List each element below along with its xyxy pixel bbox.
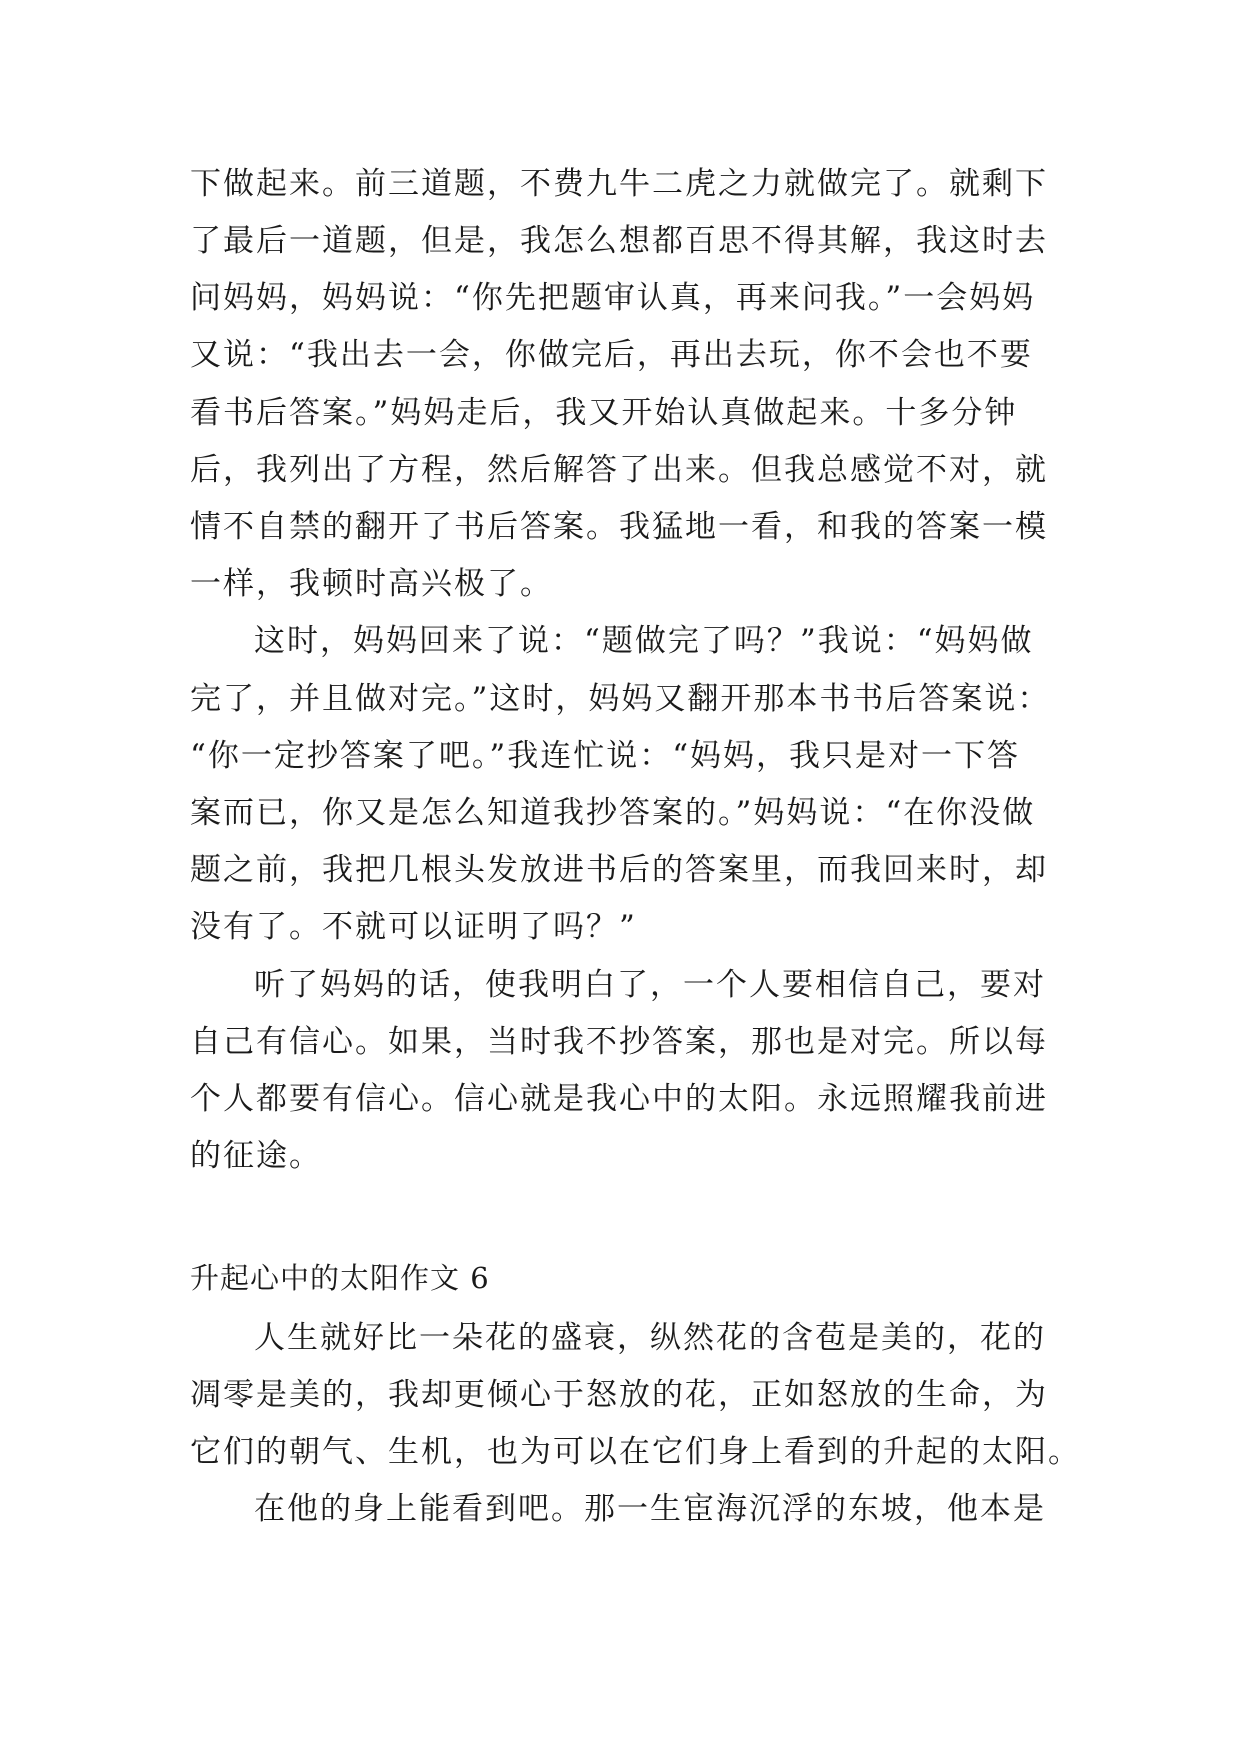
paragraph-line: 在他的身上能看到吧。那一生宦海沉浮的东坡，他本是 — [254, 1491, 1046, 1527]
paragraph-line: 个人都要有信心。信心就是我心中的太阳。永远照耀我前进 — [190, 1081, 1048, 1117]
paragraph-line: 没有了。不就可以证明了吗？” — [190, 909, 637, 945]
paragraph-line: 人生就好比一朵花的盛衰，纵然花的含苞是美的，花的 — [254, 1320, 1046, 1356]
paragraph-line: 情不自禁的翻开了书后答案。我猛地一看，和我的答案一模 — [190, 509, 1048, 545]
paragraph-line: 题之前，我把几根头发放进书后的答案里，而我回来时，却 — [190, 852, 1048, 888]
paragraph-line: 又说：“我出去一会，你做完后，再出去玩，你不会也不要 — [190, 337, 1033, 373]
paragraph-line: 后，我列出了方程，然后解答了出来。但我总感觉不对，就 — [190, 452, 1048, 488]
paragraph-line: 案而已，你又是怎么知道我抄答案的。”妈妈说：“在你没做 — [190, 795, 1036, 831]
paragraph-line: 一样，我顿时高兴极了。 — [190, 566, 553, 602]
paragraph-line: “你一定抄答案了吧。”我连忙说：“妈妈，我只是对一下答 — [190, 738, 1021, 774]
paragraph-line: 问妈妈，妈妈说：“你先把题审认真，再来问我。”一会妈妈 — [190, 280, 1036, 316]
paragraph-line: 的征途。 — [190, 1138, 322, 1174]
paragraph-line: 自己有信心。如果，当时我不抄答案，那也是对完。所以每 — [190, 1024, 1048, 1060]
paragraph-line: 看书后答案。”妈妈走后，我又开始认真做起来。十多分钟 — [190, 395, 1018, 431]
paragraph-line: 这时，妈妈回来了说：“题做完了吗？”我说：“妈妈做 — [254, 623, 1034, 659]
section-title: 升起心中的太阳作文 6 — [190, 1261, 490, 1295]
paragraph-line: 了最后一道题，但是，我怎么想都百思不得其解，我这时去 — [190, 223, 1048, 259]
paragraph-line: 凋零是美的，我却更倾心于怒放的花，正如怒放的生命，为 — [190, 1377, 1048, 1413]
paragraph-line: 完了，并且做对完。”这时，妈妈又翻开那本书书后答案说： — [190, 681, 1051, 717]
paragraph-line: 它们的朝气、生机，也为可以在它们身上看到的升起的太阳。 — [190, 1434, 1081, 1470]
paragraph-line: 听了妈妈的话，使我明白了，一个人要相信自己，要对 — [254, 967, 1046, 1003]
paragraph-line: 下做起来。前三道题，不费九牛二虎之力就做完了。就剩下 — [190, 166, 1048, 202]
